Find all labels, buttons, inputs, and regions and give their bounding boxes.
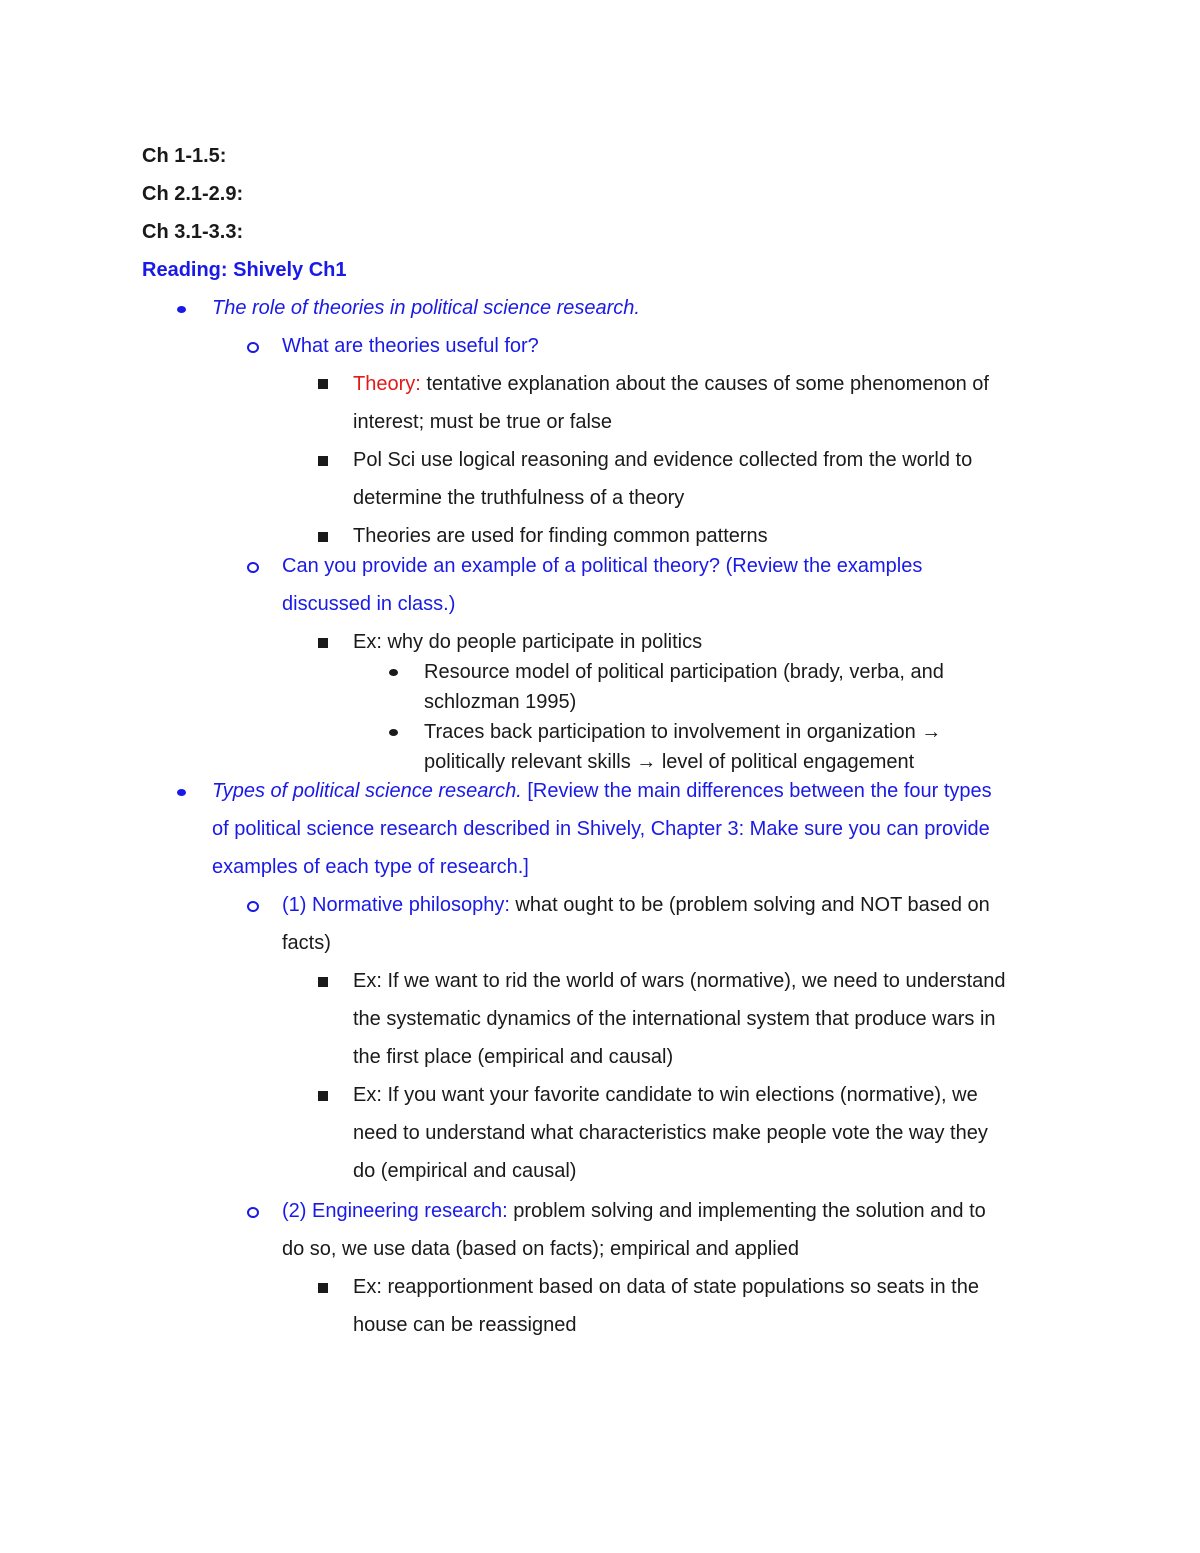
type1-ex2-line3: do (empirical and causal) xyxy=(353,1160,577,1182)
bullet-square-icon xyxy=(318,638,328,648)
type2-line2: do so, we use data (based on facts); empirical and applied xyxy=(282,1238,799,1260)
section2-title-line3: examples of each type of research.] xyxy=(212,856,529,878)
section2-title-italic: Types of political science research. xyxy=(212,780,522,802)
bullet-circle-icon xyxy=(247,1207,259,1218)
heading-ch1: Ch 1-1.5: xyxy=(142,145,227,167)
bullet-circle-icon xyxy=(247,562,259,573)
patterns-line: Theories are used for finding common patterns xyxy=(353,525,768,547)
type1-ex2-line1: Ex: If you want your favorite candidate to win elections (normative), we xyxy=(353,1084,978,1106)
bullet-square-icon xyxy=(318,1091,328,1101)
ex-participate: Ex: why do people participate in politics xyxy=(353,631,703,653)
heading-ch2: Ch 2.1-2.9: xyxy=(142,183,244,205)
section1-q1: What are theories useful for? xyxy=(282,335,539,357)
bullet-dot-icon xyxy=(177,306,186,313)
theory-line1 xyxy=(353,372,989,396)
resource-line1: Resource model of political participation (brady, verba, and xyxy=(424,661,944,683)
bullet-square-icon xyxy=(318,532,328,542)
bullet-dot-icon xyxy=(389,729,398,736)
bullet-circle-icon xyxy=(247,342,259,353)
theory-line2: interest; must be true or false xyxy=(353,411,613,433)
polsci-line2: determine the truthfulness of a theory xyxy=(353,487,685,509)
traces-line1: Traces back participation to involvement in organization → xyxy=(424,721,942,743)
bullet-square-icon xyxy=(318,456,328,466)
bullet-dot-icon xyxy=(389,669,398,676)
type1-line1 xyxy=(282,893,990,917)
type2-ex1-line2: house can be reassigned xyxy=(353,1314,577,1336)
section2-title-line1 xyxy=(212,779,992,803)
section1-title: The role of theories in political science research. xyxy=(212,297,640,319)
type1-ex1-line1: Ex: If we want to rid the world of wars (normative), we need to understand xyxy=(353,970,1006,992)
type1-ex1-line3: the first place (empirical and causal) xyxy=(353,1046,674,1068)
type2-label: (2) Engineering research: xyxy=(282,1200,508,1222)
traces-line2: politically relevant skills → level of political engagement xyxy=(424,751,915,773)
type1-description: what ought to be (problem solving and NOT based on xyxy=(509,894,990,916)
theory-term: Theory: xyxy=(353,373,421,395)
bullet-square-icon xyxy=(318,977,328,987)
type2-line1 xyxy=(282,1199,986,1223)
type1-label: (1) Normative philosophy: xyxy=(282,894,510,916)
polsci-line1: Pol Sci use logical reasoning and evidence collected from the world to xyxy=(353,449,973,471)
bullet-circle-icon xyxy=(247,901,259,912)
heading-reading: Reading: Shively Ch1 xyxy=(142,259,347,281)
bullet-dot-icon xyxy=(177,789,186,796)
type2-ex1-line1: Ex: reapportionment based on data of state populations so seats in the xyxy=(353,1276,979,1298)
type1-ex2-line2: need to understand what characteristics make people vote the way they xyxy=(353,1122,988,1144)
resource-line2: schlozman 1995) xyxy=(424,691,577,713)
theory-definition: tentative explanation about the causes of some phenomenon of xyxy=(420,373,989,395)
type2-description: problem solving and implementing the solution and to xyxy=(507,1200,986,1222)
bullet-square-icon xyxy=(318,1283,328,1293)
type1-ex1-line2: the systematic dynamics of the international system that produce wars in xyxy=(353,1008,996,1030)
section1-q2-line2: discussed in class.) xyxy=(282,593,456,615)
section2-title-rest: [Review the main differences between the four types xyxy=(521,780,992,802)
bullet-square-icon xyxy=(318,379,328,389)
heading-ch3: Ch 3.1-3.3: xyxy=(142,221,244,243)
section1-q2-line1: Can you provide an example of a political theory? (Review the examples xyxy=(282,555,923,577)
section2-title-line2: of political science research described in Shively, Chapter 3: Make sure you can provide xyxy=(212,818,990,840)
type1-line2: facts) xyxy=(282,932,331,954)
